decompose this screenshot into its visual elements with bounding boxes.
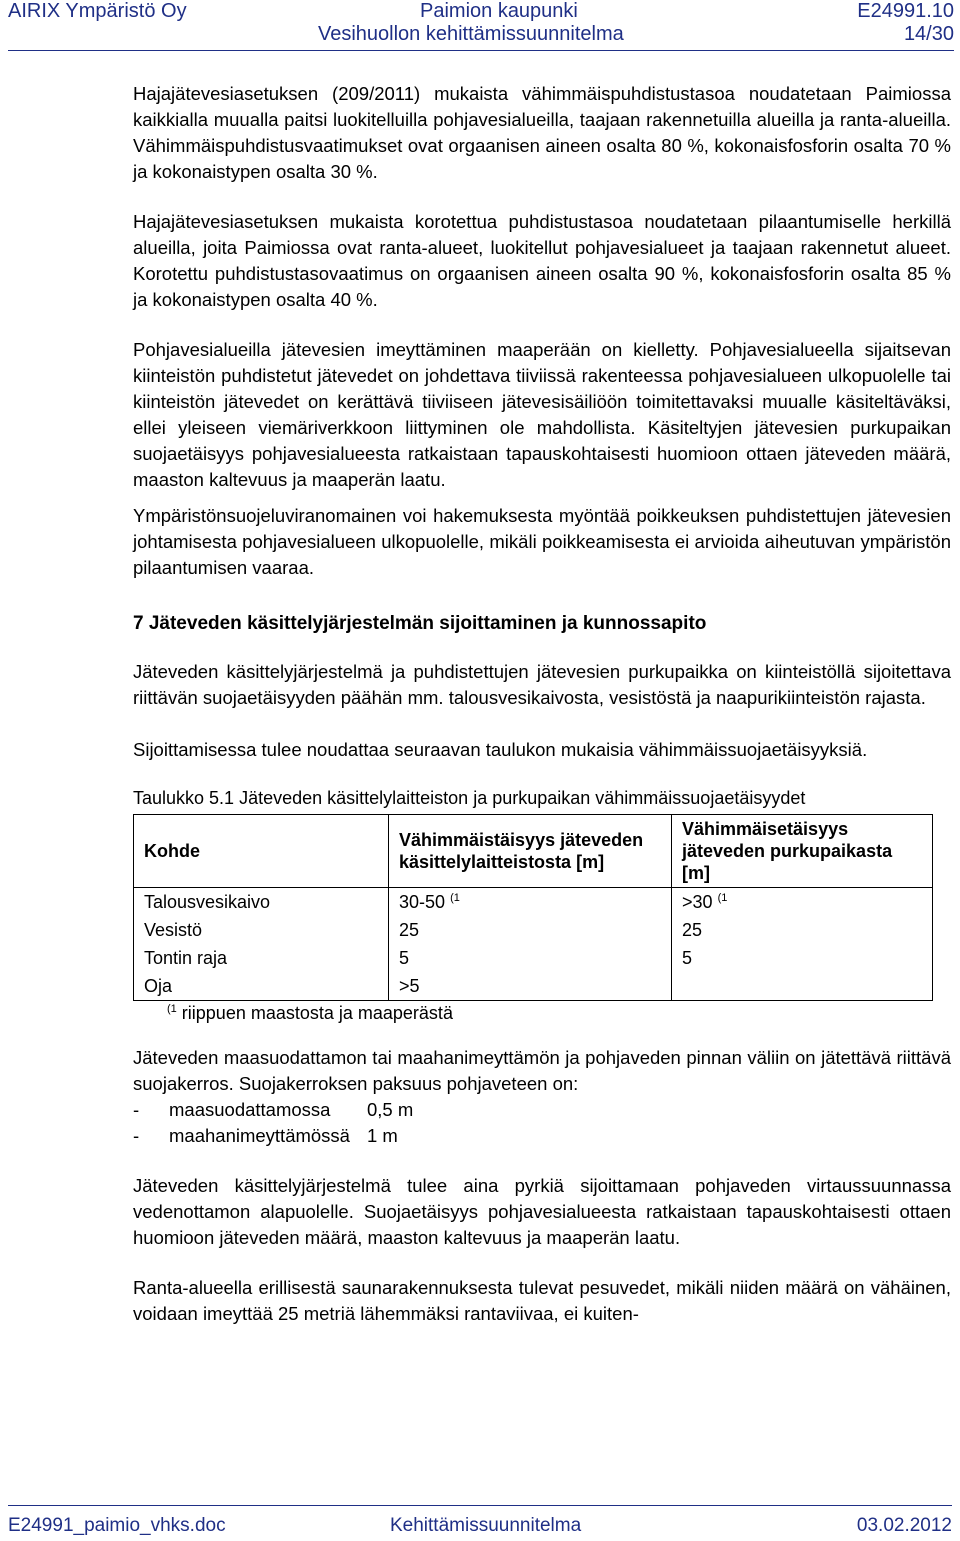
list-item: - maahanimeyttämössä 1 m [133,1125,398,1146]
header-company: AIRIX Ympäristö Oy [8,0,187,22]
page-footer [8,1505,952,1541]
header-plan-title: Vesihuollon kehittämissuunnitelma [318,23,624,45]
table-cell-target: Talousvesikaivo [134,888,389,917]
table-row [134,944,933,972]
table-header-row [134,815,933,888]
list-item: - maasuodattamossa 0,5 m [133,1099,414,1120]
header-page-number: 14/30 [903,23,954,45]
table-cell-equipment: 25 [389,916,672,944]
table-row [134,916,933,944]
paragraph-enhanced-treatment: Hajajätevesiasetuksen mukaista korotettua puhdistustasoa noudatetaan pilaantumiselle herkillä alueilla, joita Paimiossa ovat ranta-alueet, luokitellut pohjavesialueet ja taajaan rakennetut alueet. Korotettu puhdistustasovaatimus on orgaanisen aineen osalta 90 %, kokonaisfosforin osalta 85 % ja kokonaistypen osalta 40 %. [133,211,951,310]
table-cell-target: Oja [134,972,389,1001]
paragraph-protective-layer: Jäteveden maasuodattamon tai maahanimeyttämön ja pohjaveden pinnan väliin on jätettävä riittävä suojakerros. Suojakerroksen paksuus pohjaveteen on: [133,1047,951,1094]
paragraph-exemption: Ympäristönsuojeluviranomainen voi hakemuksesta myöntää poikkeuksen puhdistettujen jätevesien johtamisesta pohjavesialueen ulkopuolelle, mikäli poikkeamisesta ei arvioida aiheutuvan ympäristön pilaantumisen vaaraa. [133,505,951,578]
paragraph-table-intro: Sijoittamisessa tulee noudattaa seuraavan taulukon mukaisia vähimmäissuojaetäisyyksiä. [133,739,868,760]
table-cell-outlet [672,972,933,1001]
table-cell-outlet: 25 [672,916,933,944]
distance-table [133,814,933,1001]
table-cell-target: Tontin raja [134,944,389,972]
table-row [134,888,933,917]
table-header-equipment-distance: Vähimmäistäisyys jäteveden käsittelylaitteistosta [m] [389,815,672,888]
footer-doc-type: Kehittämissuunnitelma [390,1515,582,1536]
table-header-outlet-distance: Vähimmäisetäisyys jäteveden purkupaikasta [m] [672,815,933,888]
table-cell-equipment: 5 [389,944,672,972]
table-cell-outlet: >30 $^{(1}$ [672,888,933,917]
header-doc-number: E24991.10 [857,0,954,22]
footer-filename: E24991_paimio_vhks.doc [8,1515,226,1536]
footnote-ref: (1 [450,892,460,904]
footnote-ref: (1 [717,892,728,904]
table-cell-equipment: >5 [389,972,672,1001]
paragraph-sauna-water: Ranta-alueella erillisestä saunarakennuksesta tulevat pesuvedet, mikäli niiden määrä on vähäinen, voidaan imeyttää 25 metriä lähemmäksi rantaviivaa, ei kuiten- [133,1277,951,1324]
header-divider [8,50,954,51]
table-cell-equipment: 30-50 $^{(1}$ [389,888,672,917]
table-footnote: $^{(1}$ riippuen maastosta ja maaperästä [167,1003,453,1023]
paragraph-placement: Jäteveden käsittelyjärjestelmä ja puhdistettujen jätevesien purkupaikka on kiinteistöllä sijoitettava riittävän suojaetäisyyden päähän mm. talousvesikaivosta, vesistöstä ja naapurikiinteistön rajasta. [133,661,951,708]
document-body [133,81,951,1327]
paragraph-flow-direction: Jäteveden käsittelyjärjestelmä tulee aina pyrkiä sijoittamaan pohjaveden virtaussuunnassa vedenottamon alapuolelle. Suojaetäisyys pohjavesialueesta ratkaistaan tapauskohtaisesti ottaen huomioon jäteveden määrä, maaston kaltevuus ja maaperän laatu. [133,1175,951,1248]
table-header-target: Kohde [134,815,389,888]
table-row [134,972,933,1001]
paragraph-groundwater: Pohjavesialueilla jätevesien imeyttäminen maaperään on kielletty. Pohjavesialueella sijaitsevan kiinteistön puhdistetut jätevedet on johdettava tiiviissä rakenteessa pohjavesialueen ulkopuolelle tai kiinteistön jätevedet on kerättävä tiiviiseen jätevesisäiliöön toimitettavaksi muualle käsiteltäväksi, ellei yleiseen viemäriverkkoon liittyminen ole mahdollista. Käsiteltyjen jätevesien purkupaikan suojaetäisyys pohjavesialueesta ratkaistaan tapauskohtaisesti huomioon ottaen jäteveden määrä, maaston kaltevuus ja maaperän laatu. [133,339,951,490]
paragraph-minimum-treatment: Hajajätevesiasetuksen (209/2011) mukaista vähimmäispuhdistustasoa noudatetaan Paimiossa kaikkialla muualla paitsi luokitelluilla pohjavesialueilla, taajaan rakennetuilla alueilla ja ranta-alueilla. Vähimmäispuhdistusvaatimukset ovat orgaanisen aineen osalta 80 %, kokonaisfosforin osalta 70 % ja kokonaistypen osalta 30 %. [133,83,951,182]
table-cell-target: Vesistö [134,916,389,944]
footer-divider [8,1505,952,1506]
page-header [8,0,954,54]
section-heading: 7 Jäteveden käsittelyjärjestelmän sijoittaminen ja kunnossapito [133,613,707,634]
header-client: Paimion kaupunki [420,0,578,22]
footer-date: 03.02.2012 [856,1515,952,1536]
table-caption: Taulukko 5.1 Jäteveden käsittelylaitteiston ja purkupaikan vähimmäissuojaetäisyydet [133,788,806,808]
table-cell-outlet: 5 [672,944,933,972]
